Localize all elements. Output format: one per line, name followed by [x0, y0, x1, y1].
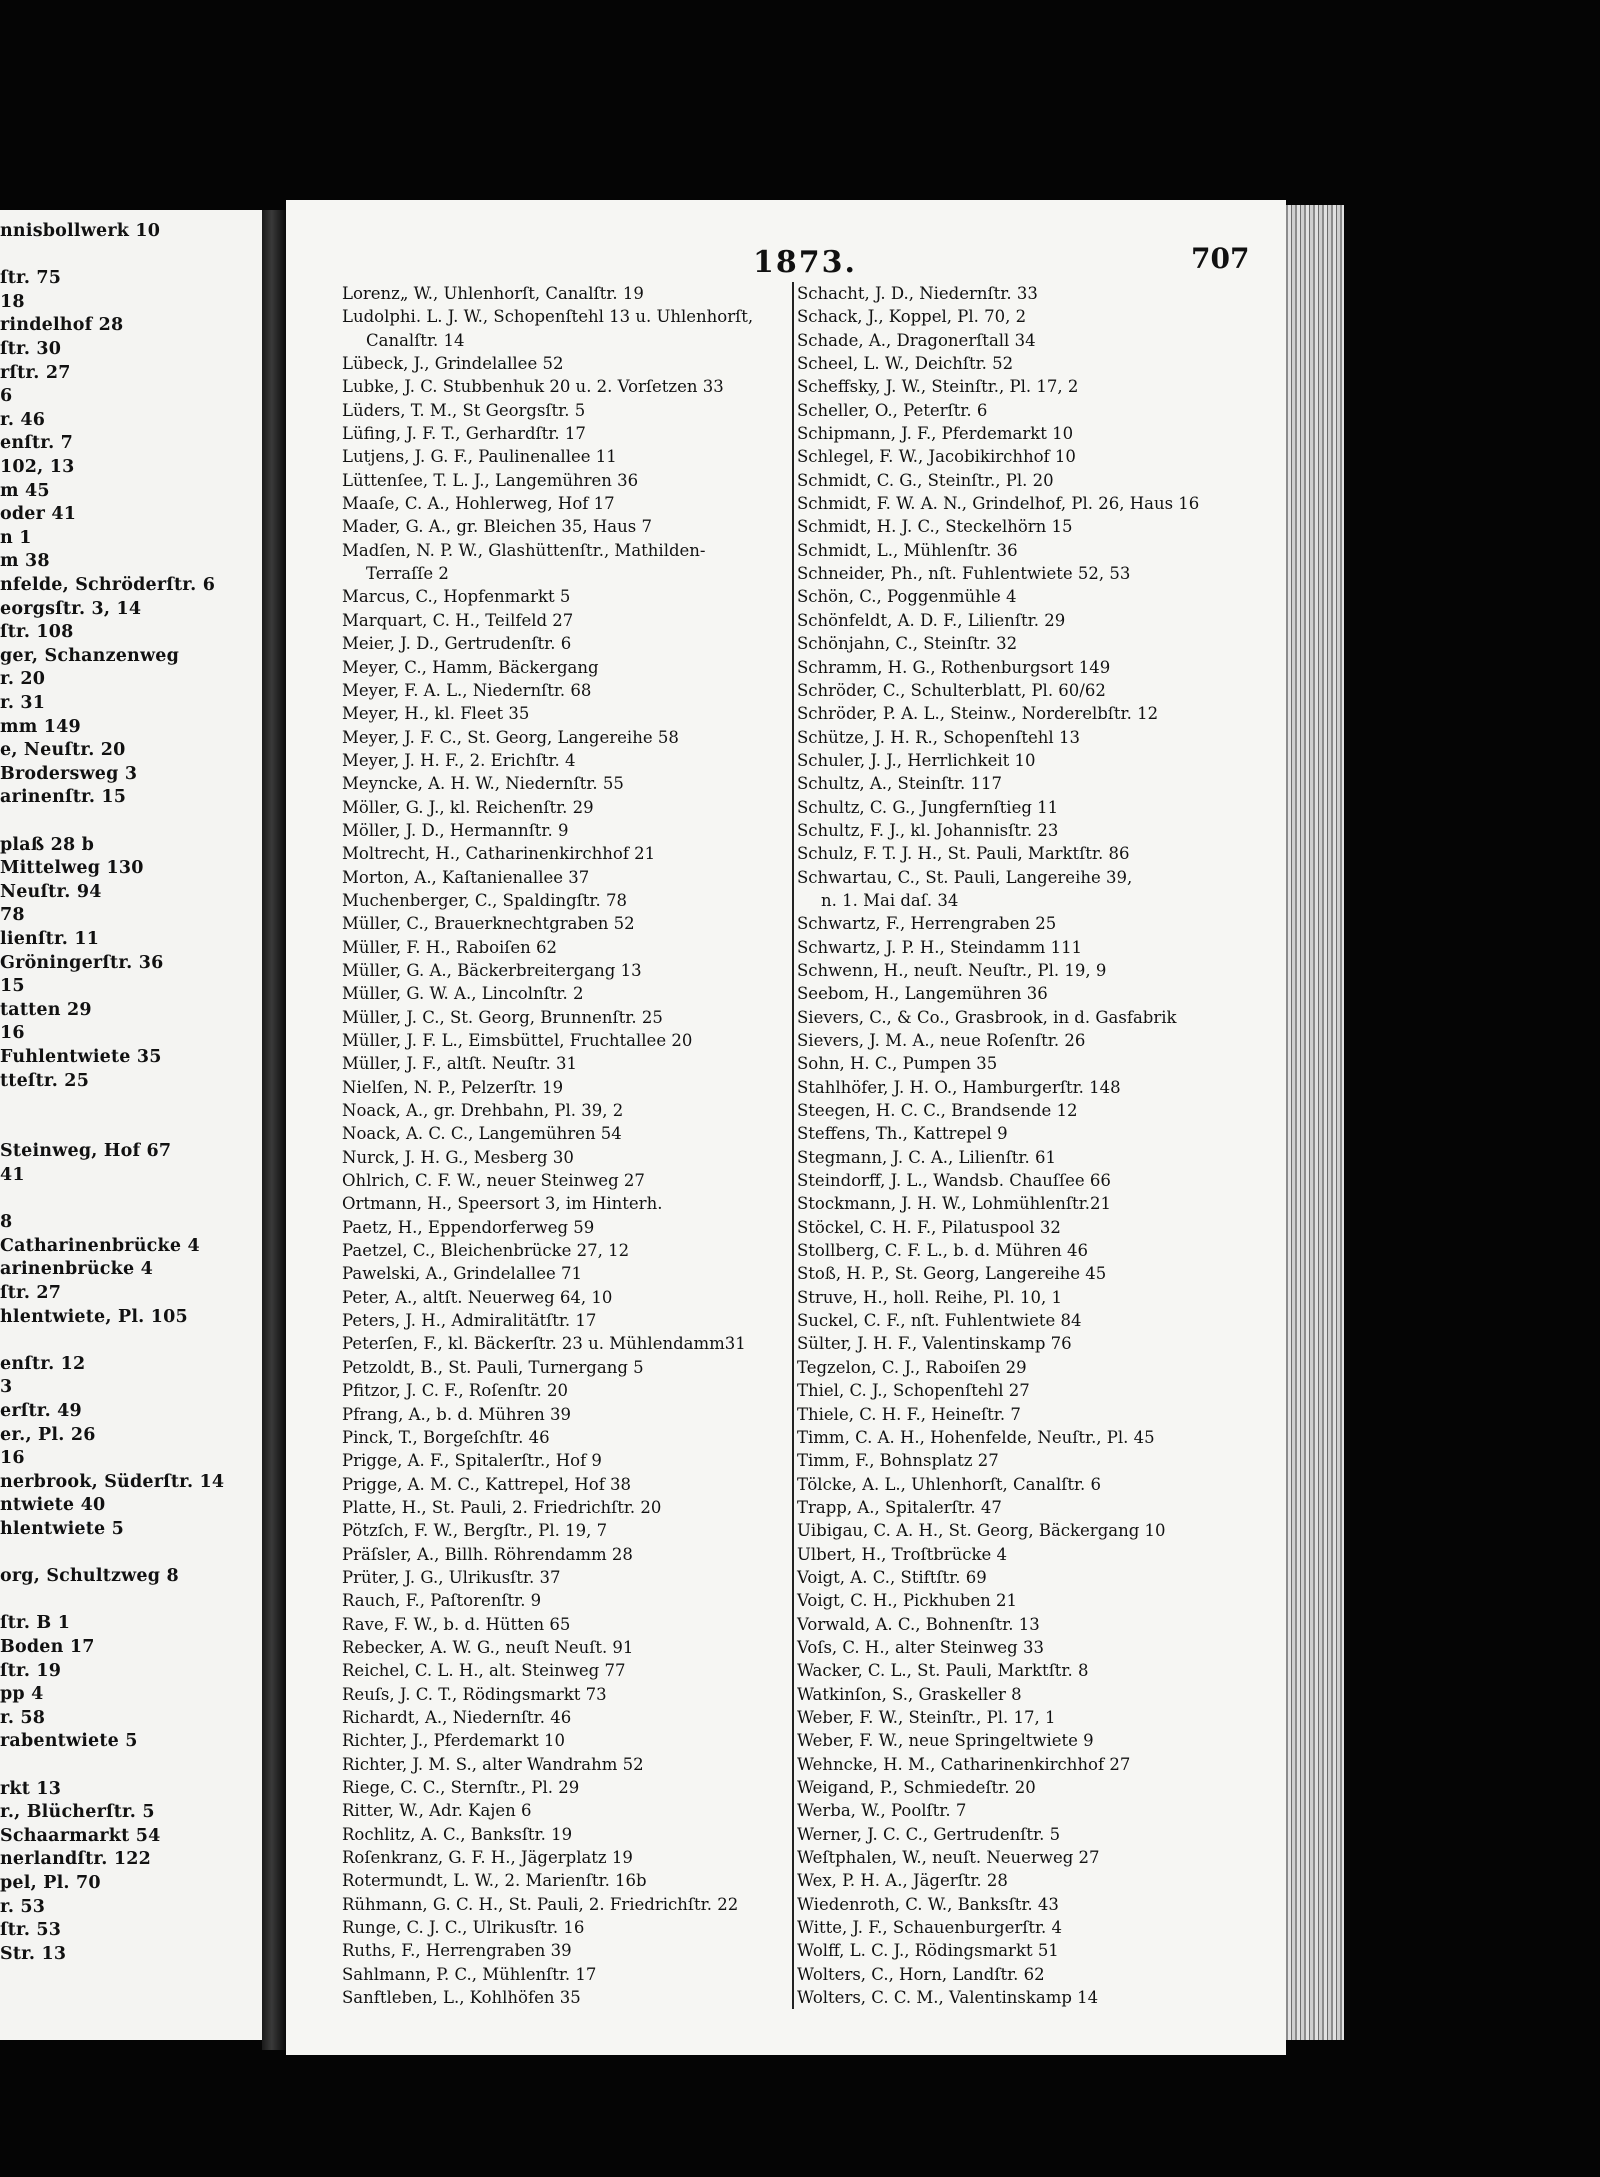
- directory-entry: Pfitzor, J. C. F., Roſenſtr. 20: [342, 1381, 569, 1401]
- directory-entry: Maaſe, C. A., Hohlerweg, Hof 17: [342, 494, 615, 514]
- directory-entry: Rochlitz, A. C., Banksſtr. 19: [342, 1824, 573, 1844]
- left-fragment-line: e, Neuſtr. 20: [0, 740, 126, 761]
- directory-entry: Watkinſon, S., Graskeller 8: [797, 1684, 1022, 1704]
- left-fragment-line: lienſtr. 11: [0, 929, 100, 949]
- directory-entry: Prigge, A. M. C., Kattrepel, Hof 38: [342, 1474, 632, 1494]
- directory-entry: Seebom, H., Langemühren 36: [797, 984, 1048, 1004]
- directory-entry: Reuſs, J. C. T., Rödingsmarkt 73: [342, 1684, 607, 1704]
- directory-entry: Thiele, C. H. F., Heineſtr. 7: [797, 1404, 1021, 1424]
- page-number: 707: [1191, 242, 1250, 275]
- directory-entry: Paetzel, C., Bleichenbrücke 27, 12: [342, 1241, 630, 1261]
- directory-entry: Müller, J. C., St. Georg, Brunnenſtr. 25: [342, 1007, 663, 1027]
- directory-entry: Meyer, J. F. C., St. Georg, Langereihe 58: [342, 727, 679, 747]
- directory-entry: Rauch, F., Paſtorenſtr. 9: [342, 1591, 542, 1611]
- left-fragment-line: Boden 17: [0, 1637, 95, 1657]
- directory-entry: Richardt, A., Niedernſtr. 46: [342, 1707, 572, 1727]
- left-fragment-line: pel, Pl. 70: [0, 1873, 101, 1893]
- left-fragment-line: Catharinenbrücke 4: [0, 1235, 200, 1256]
- directory-entry: Witte, J. F., Schauenburgerſtr. 4: [797, 1918, 1063, 1938]
- directory-entry: Richter, J. M. S., alter Wandrahm 52: [342, 1754, 644, 1774]
- left-fragment-line: mm 149: [0, 716, 81, 737]
- book-gutter: [262, 210, 286, 2050]
- directory-entry: Ortmann, H., Speersort 3, im Hinterh.: [342, 1194, 663, 1214]
- left-fragment-line: r. 58: [0, 1707, 46, 1728]
- directory-entry: Schultz, A., Steinſtr. 117: [797, 774, 1002, 794]
- left-fragment-line: tatten 29: [0, 999, 92, 1020]
- left-fragment-line: eorgsſtr. 3, 14: [0, 598, 142, 619]
- left-fragment-line: ſtr. B 1: [0, 1613, 71, 1634]
- directory-entry: Steegen, H. C. C., Brandsende 12: [797, 1101, 1078, 1121]
- directory-entry: Moltrecht, H., Catharinenkirchhof 21: [342, 844, 656, 864]
- left-fragment-line: 15: [0, 976, 25, 997]
- directory-entry: Rotermundt, L. W., 2. Marienſtr. 16b: [342, 1871, 647, 1891]
- directory-entry: Suckel, C. F., nſt. Fuhlentwiete 84: [797, 1311, 1082, 1331]
- left-fragment-line: nerbrook, Süderſtr. 14: [0, 1471, 225, 1492]
- left-fragment-line: rſtr. 27: [0, 362, 71, 383]
- left-fragment-line: hlentwiete 5: [0, 1519, 125, 1539]
- directory-entry: Petzoldt, B., St. Pauli, Turnergang 5: [342, 1357, 644, 1377]
- directory-entry: Schröder, C., Schulterblatt, Pl. 60/62: [797, 680, 1106, 700]
- directory-entry: Scheffsky, J. W., Steinſtr., Pl. 17, 2: [797, 377, 1079, 397]
- directory-entry: Uibigau, C. A. H., St. Georg, Bäckergang 10: [797, 1521, 1166, 1541]
- directory-entry: Scheel, L. W., Deichſtr. 52: [797, 354, 1014, 374]
- left-fragment-line: Str. 13: [0, 1943, 67, 1964]
- directory-entry: Ruths, F., Herrengraben 39: [342, 1941, 572, 1961]
- directory-entry: Runge, C. J. C., Ulrikusſtr. 16: [342, 1918, 585, 1938]
- directory-entry: n. 1. Mai daſ. 34: [821, 890, 959, 910]
- directory-entry: Meyer, F. A. L., Niedernſtr. 68: [342, 680, 592, 700]
- left-fragment-line: oder 41: [0, 504, 77, 525]
- directory-entry: Wacker, C. L., St. Pauli, Marktſtr. 8: [797, 1661, 1089, 1681]
- left-fragment-line: Brodersweg 3: [0, 763, 138, 784]
- directory-entry: Madſen, N. P. W., Glashüttenſtr., Mathilden-: [342, 540, 706, 560]
- directory-entry: Peter, A., altſt. Neuerweg 64, 10: [342, 1287, 613, 1307]
- directory-entry: Sülter, J. H. F., Valentinskamp 76: [797, 1334, 1072, 1354]
- left-fragment-line: r. 31: [0, 693, 46, 713]
- directory-entry: Nurck, J. H. G., Mesberg 30: [342, 1147, 574, 1167]
- directory-entry: Meier, J. D., Gertrudenſtr. 6: [342, 634, 572, 654]
- left-fragment-line: rindelhof 28: [0, 315, 124, 336]
- directory-entry: Schipmann, J. F., Pferdemarkt 10: [797, 424, 1074, 444]
- directory-entry: Rebecker, A. W. G., neuſt Neuſt. 91: [342, 1637, 634, 1657]
- directory-entry: Weigand, P., Schmiedeſtr. 20: [797, 1778, 1036, 1797]
- directory-entry: Müller, G. W. A., Lincolnſtr. 2: [342, 984, 584, 1004]
- directory-entry: Schwenn, H., neuſt. Neuſtr., Pl. 19, 9: [797, 960, 1107, 980]
- directory-entry: Schmidt, C. G., Steinſtr., Pl. 20: [797, 470, 1054, 490]
- directory-entry: Vorwald, A. C., Bohnenſtr. 13: [797, 1614, 1040, 1634]
- directory-entry: Schwartau, C., St. Pauli, Langereihe 39,: [797, 867, 1133, 887]
- directory-entry: Rave, F. W., b. d. Hütten 65: [342, 1614, 571, 1634]
- directory-entry: Peters, J. H., Admiralitätſtr. 17: [342, 1311, 597, 1331]
- left-fragment-line: rabentwiete 5: [0, 1731, 138, 1752]
- left-fragment-line: 18: [0, 291, 25, 312]
- directory-entry: Lüfing, J. F. T., Gerhardſtr. 17: [342, 424, 586, 444]
- directory-entry: Morton, A., Kaſtanienallee 37: [342, 867, 590, 887]
- directory-entry: Marquart, C. H., Teilfeld 27: [342, 610, 574, 630]
- directory-entry: Tegzelon, C. J., Raboiſen 29: [797, 1357, 1027, 1377]
- directory-entry: Meyncke, A. H. W., Niedernſtr. 55: [342, 774, 624, 794]
- left-fragment-line: ſtr. 30: [0, 339, 62, 359]
- left-fragment-line: 78: [0, 905, 25, 926]
- directory-entry: Schlegel, F. W., Jacobikirchhof 10: [797, 447, 1076, 467]
- directory-entry: Prigge, A. F., Spitalerſtr., Hof 9: [342, 1451, 602, 1471]
- directory-entry: Schön, C., Poggenmühle 4: [797, 587, 1017, 607]
- directory-entry: Schönjahn, C., Steinſtr. 32: [797, 634, 1018, 654]
- directory-entry: Weber, F. W., Steinſtr., Pl. 17, 1: [797, 1707, 1056, 1727]
- directory-entry: Stoß, H. P., St. Georg, Langereihe 45: [797, 1264, 1107, 1284]
- directory-entry: Riege, C. C., Sternſtr., Pl. 29: [342, 1778, 580, 1797]
- left-fragment-line: ſtr. 108: [0, 622, 74, 643]
- directory-entry: Marcus, C., Hopfenmarkt 5: [342, 587, 571, 607]
- directory-entry: Schwartz, F., Herrengraben 25: [797, 914, 1057, 934]
- left-fragment-line: rkt 13: [0, 1778, 62, 1799]
- directory-entry: Ritter, W., Adr. Kajen 6: [342, 1801, 532, 1821]
- left-fragment-line: nerlandſtr. 122: [0, 1849, 151, 1870]
- left-fragment-line: arinenbrücke 4: [0, 1259, 153, 1280]
- left-fragment-line: m 45: [0, 480, 50, 501]
- directory-entry: Schultz, C. G., Jungfernſtieg 11: [797, 797, 1059, 817]
- directory-entry: Voſs, C. H., alter Steinweg 33: [797, 1637, 1044, 1657]
- directory-entry: Terraſſe 2: [366, 564, 449, 584]
- left-fragment-line: Mittelweg 130: [0, 858, 144, 879]
- directory-entry: Müller, F. H., Raboiſen 62: [342, 937, 558, 957]
- left-fragment-line: 3: [0, 1377, 13, 1398]
- directory-entry: Tölcke, A. L., Uhlenhorſt, Canalſtr. 6: [797, 1474, 1102, 1494]
- left-fragment-line: 8: [0, 1212, 13, 1233]
- directory-entry: Stahlhöfer, J. H. O., Hamburgerſtr. 148: [797, 1077, 1121, 1097]
- directory-entry: Lüttenſee, T. L. J., Langemühren 36: [342, 470, 639, 490]
- directory-entry: Schröder, P. A. L., Steinw., Norderelbſtr. 12: [797, 704, 1159, 724]
- directory-entry: Meyer, C., Hamm, Bäckergang: [342, 657, 599, 677]
- left-fragment-line: ſtr. 75: [0, 268, 62, 289]
- directory-entry: Schade, A., Dragonerſtall 34: [797, 330, 1036, 350]
- left-fragment-line: 6: [0, 386, 13, 407]
- left-fragment-line: nnisbollwerk 10: [0, 221, 161, 241]
- directory-entry: Schramm, H. G., Rothenburgsort 149: [797, 657, 1111, 677]
- directory-entry: Pinck, T., Borgeſchſtr. 46: [342, 1427, 550, 1447]
- directory-entry: Sohn, H. C., Pumpen 35: [797, 1054, 998, 1074]
- directory-entry: Lorenz„ W., Uhlenhorſt, Canalſtr. 19: [342, 284, 644, 303]
- directory-entry: Lübeck, J., Grindelallee 52: [342, 354, 564, 374]
- directory-entry: Wehncke, H. M., Catharinenkirchhof 27: [797, 1754, 1131, 1774]
- left-fragment-line: pp 4: [0, 1684, 44, 1705]
- left-fragment-line: arinenſtr. 15: [0, 787, 127, 808]
- directory-entry: Wolters, C. C. M., Valentinskamp 14: [797, 1988, 1099, 2008]
- directory-entry: Ulbert, H., Troſtbrücke 4: [797, 1544, 1008, 1564]
- left-fragment-line: ntwiete 40: [0, 1495, 106, 1516]
- directory-entry: Schuler, J. J., Herrlichkeit 10: [797, 750, 1036, 770]
- left-fragment-line: hlentwiete, Pl. 105: [0, 1306, 188, 1327]
- directory-entry: Schack, J., Koppel, Pl. 70, 2: [797, 307, 1027, 327]
- directory-entry: Lutjens, J. G. F., Paulinenallee 11: [342, 447, 617, 467]
- left-fragment-line: r. 46: [0, 409, 46, 430]
- left-fragment-line: Gröningerſtr. 36: [0, 952, 164, 973]
- directory-entry: Richter, J., Pferdemarkt 10: [342, 1731, 566, 1751]
- left-fragment-line: org, Schultzweg 8: [0, 1566, 179, 1587]
- left-fragment-line: Schaarmarkt 54: [0, 1825, 161, 1846]
- left-fragment-line: ſtr. 19: [0, 1660, 62, 1681]
- directory-entry: Steindorff, J. L., Wandsb. Chauſſee 66: [797, 1171, 1111, 1191]
- directory-entry: Trapp, A., Spitalerſtr. 47: [797, 1497, 1002, 1517]
- left-fragment-line: er., Pl. 26: [0, 1424, 96, 1445]
- right-page: [286, 200, 1286, 2055]
- left-fragment-line: nfelde, Schröderſtr. 6: [0, 575, 216, 595]
- directory-entry: Schmidt, L., Mühlenſtr. 36: [797, 540, 1018, 560]
- directory-entry: Schultz, F. J., kl. Johannisſtr. 23: [797, 820, 1059, 840]
- directory-entry: Voigt, C. H., Pickhuben 21: [797, 1591, 1018, 1611]
- left-page-fragment: [0, 210, 264, 2040]
- directory-entry: Möller, G. J., kl. Reichenſtr. 29: [342, 797, 594, 817]
- left-fragment-line: enſtr. 12: [0, 1353, 86, 1374]
- directory-entry: Schmidt, F. W. A. N., Grindelhof, Pl. 26, Haus 16: [797, 494, 1200, 514]
- left-fragment-line: r., Blücherſtr. 5: [0, 1802, 155, 1823]
- left-fragment-line: tteſtr. 25: [0, 1070, 90, 1091]
- directory-entry: Stöckel, C. H. F., Pilatuspool 32: [797, 1217, 1061, 1237]
- directory-entry: Roſenkranz, G. F. H., Jägerplatz 19: [342, 1848, 633, 1868]
- left-fragment-line: m 38: [0, 551, 50, 572]
- directory-entry: Weber, F. W., neue Springeltwiete 9: [797, 1731, 1094, 1751]
- directory-entry: Timm, F., Bohnsplatz 27: [797, 1451, 999, 1471]
- directory-entry: Platte, H., St. Pauli, 2. Friedrichſtr. 20: [342, 1497, 662, 1517]
- directory-entry: Struve, H., holl. Reihe, Pl. 10, 1: [797, 1287, 1062, 1307]
- left-fragment-line: Neuſtr. 94: [0, 881, 102, 902]
- directory-entry: Meyer, J. H. F., 2. Erichſtr. 4: [342, 750, 576, 770]
- directory-entry: Stockmann, J. H. W., Lohmühlenſtr.21: [797, 1194, 1111, 1214]
- directory-entry: Canalſtr. 14: [366, 330, 465, 350]
- left-fragment-line: n 1: [0, 527, 32, 548]
- directory-entry: Voigt, A. C., Stiftſtr. 69: [797, 1567, 987, 1587]
- directory-entry: Noack, A. C. C., Langemühren 54: [342, 1124, 622, 1144]
- directory-entry: Stegmann, J. C. A., Lilienſtr. 61: [797, 1147, 1056, 1167]
- left-fragment-line: 41: [0, 1165, 25, 1185]
- left-fragment-line: ger, Schanzenweg: [0, 645, 180, 666]
- left-fragment-line: plaß 28 b: [0, 834, 95, 855]
- left-fragment-line: ſtr. 27: [0, 1283, 62, 1303]
- directory-entry: Wolters, C., Horn, Landſtr. 62: [797, 1964, 1045, 1984]
- directory-entry: Steffens, Th., Kattrepel 9: [797, 1124, 1008, 1144]
- left-fragment-line: Fuhlentwiete 35: [0, 1047, 162, 1067]
- directory-entry: Pawelski, A., Grindelallee 71: [342, 1264, 582, 1284]
- year-header: 1873.: [753, 245, 857, 280]
- directory-entry: Schmidt, H. J. C., Steckelhörn 15: [797, 517, 1073, 537]
- directory-entry: Werba, W., Poolſtr. 7: [797, 1801, 967, 1821]
- left-fragment-line: erſtr. 49: [0, 1401, 82, 1421]
- directory-entry: Rühmann, G. C. H., St. Pauli, 2. Friedrichſtr. 22: [342, 1894, 739, 1914]
- left-fragment-line: ſtr. 53: [0, 1920, 62, 1941]
- directory-entry: Sahlmann, P. C., Mühlenſtr. 17: [342, 1964, 597, 1984]
- directory-entry: Müller, G. A., Bäckerbreitergang 13: [342, 960, 642, 980]
- directory-entry: Wex, P. H. A., Jägerſtr. 28: [797, 1871, 1008, 1891]
- directory-entry: Noack, A., gr. Drehbahn, Pl. 39, 2: [342, 1101, 624, 1121]
- directory-entry: Pötzſch, F. W., Bergſtr., Pl. 19, 7: [342, 1521, 608, 1541]
- directory-entry: Sievers, J. M. A., neue Roſenſtr. 26: [797, 1031, 1086, 1050]
- directory-entry: Weſtphalen, W., neuſt. Neuerweg 27: [797, 1848, 1100, 1868]
- directory-entry: Lüders, T. M., St Georgsſtr. 5: [342, 400, 586, 420]
- directory-entry: Meyer, H., kl. Fleet 35: [342, 704, 530, 724]
- directory-entry: Müller, C., Brauerknechtgraben 52: [342, 914, 635, 934]
- directory-entry: Peterſen, F., kl. Bäckerſtr. 23 u. Mühlendamm31: [342, 1334, 746, 1354]
- directory-entry: Sanftleben, L., Kohlhöfen 35: [342, 1988, 581, 2008]
- left-fragment-line: enſtr. 7: [0, 433, 74, 454]
- directory-entry: Mader, G. A., gr. Bleichen 35, Haus 7: [342, 517, 652, 537]
- directory-column-2: [792, 282, 1267, 2009]
- directory-entry: Werner, J. C. C., Gertrudenſtr. 5: [797, 1824, 1061, 1844]
- directory-entry: Präſsler, A., Billh. Röhrendamm 28: [342, 1544, 633, 1564]
- directory-entry: Schütze, J. H. R., Schopenſtehl 13: [797, 727, 1080, 747]
- left-fragment-line: 16: [0, 1023, 25, 1044]
- left-fragment-line: r. 53: [0, 1896, 46, 1917]
- directory-entry: Lubke, J. C. Stubbenhuk 20 u. 2. Vorſetzen 33: [342, 377, 724, 397]
- directory-entry: Müller, J. F., altſt. Neuſtr. 31: [342, 1054, 577, 1074]
- directory-entry: Ludolphi. L. J. W., Schopenſtehl 13 u. Uhlenhorſt,: [342, 307, 754, 327]
- directory-entry: Möller, J. D., Hermannſtr. 9: [342, 820, 569, 840]
- directory-entry: Ohlrich, C. F. W., neuer Steinweg 27: [342, 1171, 645, 1191]
- directory-entry: Paetz, H., Eppendorferweg 59: [342, 1217, 595, 1237]
- directory-entry: Schwartz, J. P. H., Steindamm 111: [797, 937, 1083, 957]
- left-fragment-line: Steinweg, Hof 67: [0, 1141, 172, 1162]
- directory-entry: Thiel, C. J., Schopenſtehl 27: [797, 1381, 1030, 1401]
- left-fragment-line: 102, 13: [0, 457, 75, 477]
- left-fragment-line: 16: [0, 1448, 25, 1469]
- directory-entry: Muchenberger, C., Spaldingſtr. 78: [342, 890, 627, 910]
- directory-entry: Timm, C. A. H., Hohenfelde, Neuſtr., Pl. 45: [797, 1427, 1155, 1447]
- left-fragment-line: r. 20: [0, 669, 46, 690]
- directory-entry: Scheller, O., Peterſtr. 6: [797, 400, 988, 420]
- directory-column-1: [342, 282, 842, 2009]
- directory-entry: Müller, J. F. L., Eimsbüttel, Fruchtallee 20: [342, 1031, 693, 1050]
- directory-entry: Sievers, C., & Co., Grasbrook, in d. Gasfabrik: [797, 1007, 1177, 1027]
- directory-entry: Schacht, J. D., Niedernſtr. 33: [797, 284, 1038, 303]
- directory-entry: Schneider, Ph., nſt. Fuhlentwiete 52, 53: [797, 564, 1131, 584]
- directory-entry: Schönfeldt, A. D. F., Lilienſtr. 29: [797, 610, 1066, 630]
- directory-entry: Pfrang, A., b. d. Mühren 39: [342, 1404, 572, 1424]
- directory-entry: Wolff, L. C. J., Rödingsmarkt 51: [797, 1941, 1059, 1961]
- directory-entry: Reichel, C. L. H., alt. Steinweg 77: [342, 1661, 626, 1681]
- directory-entry: Nielſen, N. P., Pelzerſtr. 19: [342, 1077, 564, 1097]
- directory-entry: Wiedenroth, C. W., Banksſtr. 43: [797, 1894, 1059, 1914]
- directory-entry: Schulz, F. T. J. H., St. Pauli, Marktſtr. 86: [797, 844, 1130, 864]
- directory-entry: Stollberg, C. F. L., b. d. Mühren 46: [797, 1241, 1089, 1261]
- directory-entry: Prüter, J. G., Ulrikusſtr. 37: [342, 1567, 561, 1587]
